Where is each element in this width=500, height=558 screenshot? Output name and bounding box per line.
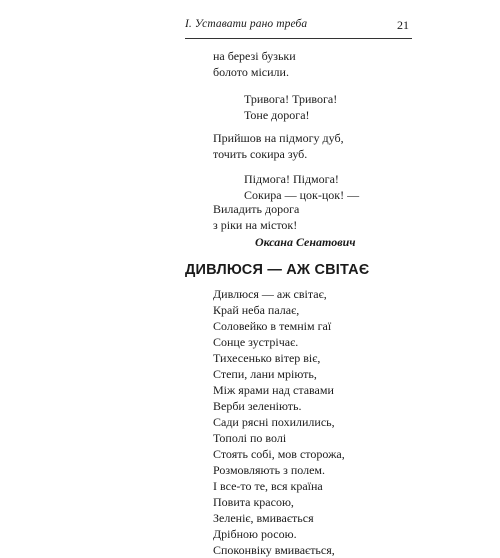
verse-line: Зеленіє, вмивається [213, 511, 314, 525]
running-head-title: І. Уставати рано треба [185, 18, 308, 30]
verse-line: точить сокира зуб. [213, 147, 308, 161]
verse-line: І все-то те, вся країна [213, 479, 323, 493]
verse-line: Дрібною росою. [213, 527, 297, 541]
verse-line: на березі бузьки [213, 49, 296, 63]
verse-line: Тривога! Тривога! [244, 92, 338, 106]
verse-line: Верби зеленіють. [213, 399, 302, 413]
verse-line: Між ярами над ставами [213, 383, 334, 397]
verse-line: Сонце зустрічає. [213, 335, 299, 349]
stanza-3 [213, 130, 344, 162]
stanza-4 [244, 171, 359, 203]
verse-line: болото місили. [213, 65, 289, 79]
verse-line: Дивлюся — аж світає, [213, 287, 327, 301]
stanza-1 [213, 48, 296, 80]
verse-line: Сади рясні похилились, [213, 415, 335, 429]
verse-line: Степи, лани мріють, [213, 367, 317, 381]
verse-line: Прийшов на підмогу дуб, [213, 131, 344, 145]
header-rule [185, 38, 412, 39]
verse-line: Сокира — цок-цок! — [244, 188, 360, 202]
verse-line: Виладить дорога [213, 202, 300, 216]
verse-line: Край неба палає, [213, 303, 300, 317]
verse-line: Підмога! Підмога! [244, 172, 339, 186]
verse-line: Тополі по волі [213, 431, 287, 445]
poem-body [213, 286, 345, 558]
stanza-2 [244, 91, 337, 123]
verse-line: з ріки на місток! [213, 218, 298, 232]
verse-line: Тихесенько вітер віє, [213, 351, 321, 365]
poem-author: Оксана Сенатович [255, 235, 356, 249]
verse-line: Соловейко в темнім гаї [213, 319, 332, 333]
poem-title: ДИВЛЮСЯ — АЖ СВІТАЄ [185, 262, 370, 278]
verse-line: Повита красою, [213, 495, 294, 509]
verse-line: Споконвіку вмивається, [213, 543, 335, 557]
stanza-5 [213, 201, 299, 233]
verse-line: Розмовляють з полем. [213, 463, 325, 477]
verse-line: Стоять собі, мов сторожа, [213, 447, 345, 461]
page-number: 21 [397, 18, 409, 32]
verse-line: Тоне дорога! [244, 108, 310, 122]
